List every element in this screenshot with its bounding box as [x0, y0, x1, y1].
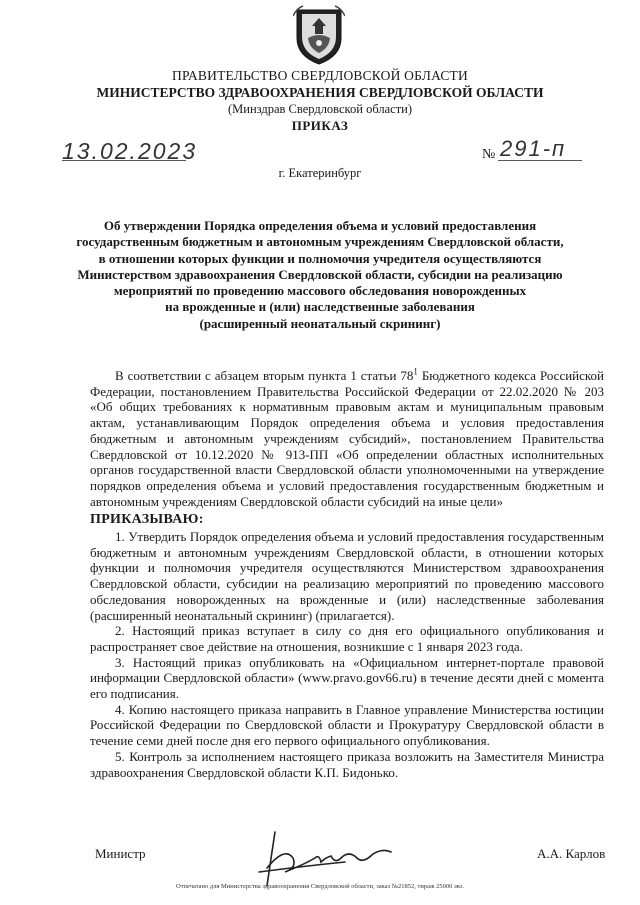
- title-line: (расширенный неонатальный скрининг): [199, 315, 441, 331]
- order-title: [60, 218, 580, 332]
- ministry-short-name: (Минздрав Свердловской области): [227, 102, 413, 116]
- signer-position: Министр: [95, 846, 146, 861]
- order-item: 2. Настоящий приказ вступает в силу со дня его официального опубликования и распространяет свое действие на отношения, возникшие с 1 января 2023 года.: [90, 623, 604, 654]
- number-underline: [498, 160, 582, 161]
- document-type: ПРИКАЗ: [291, 118, 349, 133]
- ministry-title: МИНИСТЕРСТВО ЗДРАВООХРАНЕНИЯ СВЕРДЛОВСКОЙ ОБЛАСТИ: [96, 85, 544, 100]
- signer-name: А.А. Карлов: [537, 846, 606, 861]
- handwritten-signature: [245, 828, 395, 890]
- city: г. Екатеринбург: [278, 166, 362, 180]
- order-body: [90, 368, 604, 780]
- order-item: 3. Настоящий приказ опубликовать на «Официальном интернет-портале правовой информации Свердловской области» (www.pravo.gov66.ru) в течение десяти дней с момента его подписания.: [90, 654, 604, 702]
- order-date: 13.02.2023: [62, 138, 198, 164]
- title-line: в отношении которых функции и полномочия учредителя осуществляются: [98, 250, 542, 266]
- print-footer: Отпечатано для Министерства здравоохранения Свердловской области, заказ №21852, тираж 25000 экз.: [176, 883, 464, 890]
- order-item: 4. Копию настоящего приказа направить в Главное управление Министерства юстиции Российской Федерации по Свердловской области и Прокуратуру Свердловской области в течение семи дней после дня его первого официального опубликования.: [90, 701, 604, 749]
- title-line: на врожденные и (или) наследственные заболевания: [165, 299, 475, 315]
- preamble-paragraph: В соответствии с абзацем вторым пункта 1 статьи $78^1$ Бюджетного кодекса Российской Федерации, постановлением Правительства Российской Федерации от 22.02.2020 № 203 «Об общих требованиях к нормативным правовым актам и муниципальным правовым актам, устанавливающим Порядок определения объема и условия предоставления бюджетным и автономным учреждениям субсидий», постановлением Правительства Свердловской от 10.12.2020 № 913-ПП «Об определении областных исполнительных органов государственной власти Свердловской области уполномоченными на утверждение порядков определения объема и условий предоставления государственным бюджетным и автономным учреждениям Свердловской области субсидий на иные цели»: [90, 366, 605, 509]
- government-title: ПРАВИТЕЛЬСТВО СВЕРДЛОВСКОЙ ОБЛАСТИ: [172, 68, 468, 83]
- order-item: 1. Утвердить Порядок определения объема и условий предоставления государственным бюджетным и автономным учреждениям Свердловской области, в отношении которых функции и полномочия учредителя осуществляются Министерством здравоохранения Свердловской области, субсидии на реализацию мероприятий по проведению массового обследования новорожденных на врожденные и (или) наследственные заболевания (расширенный неонатальный скрининг) (прилагается).: [90, 529, 604, 623]
- order-item: 5. Контроль за исполнением настоящего приказа возложить на Заместителя Министра здравоохранения Свердловской области К.П. Бидонько.: [90, 748, 604, 780]
- order-number-label: №: [482, 147, 496, 162]
- title-line: мероприятий по проведению массового обследования новорожденных: [113, 283, 527, 299]
- order-number: 291-п: [500, 136, 567, 161]
- date-underline: [62, 160, 186, 161]
- title-line: государственным бюджетным и автономным учреждениям Свердловской области,: [76, 234, 564, 250]
- order-word: ПРИКАЗЫВАЮ:: [90, 512, 204, 528]
- title-line: Министерством здравоохранения Свердловской области, субсидии на реализацию: [77, 266, 563, 282]
- title-line: Об утверждении Порядка определения объема и условий предоставления: [103, 218, 537, 233]
- coat-of-arms-emblem: [293, 4, 345, 66]
